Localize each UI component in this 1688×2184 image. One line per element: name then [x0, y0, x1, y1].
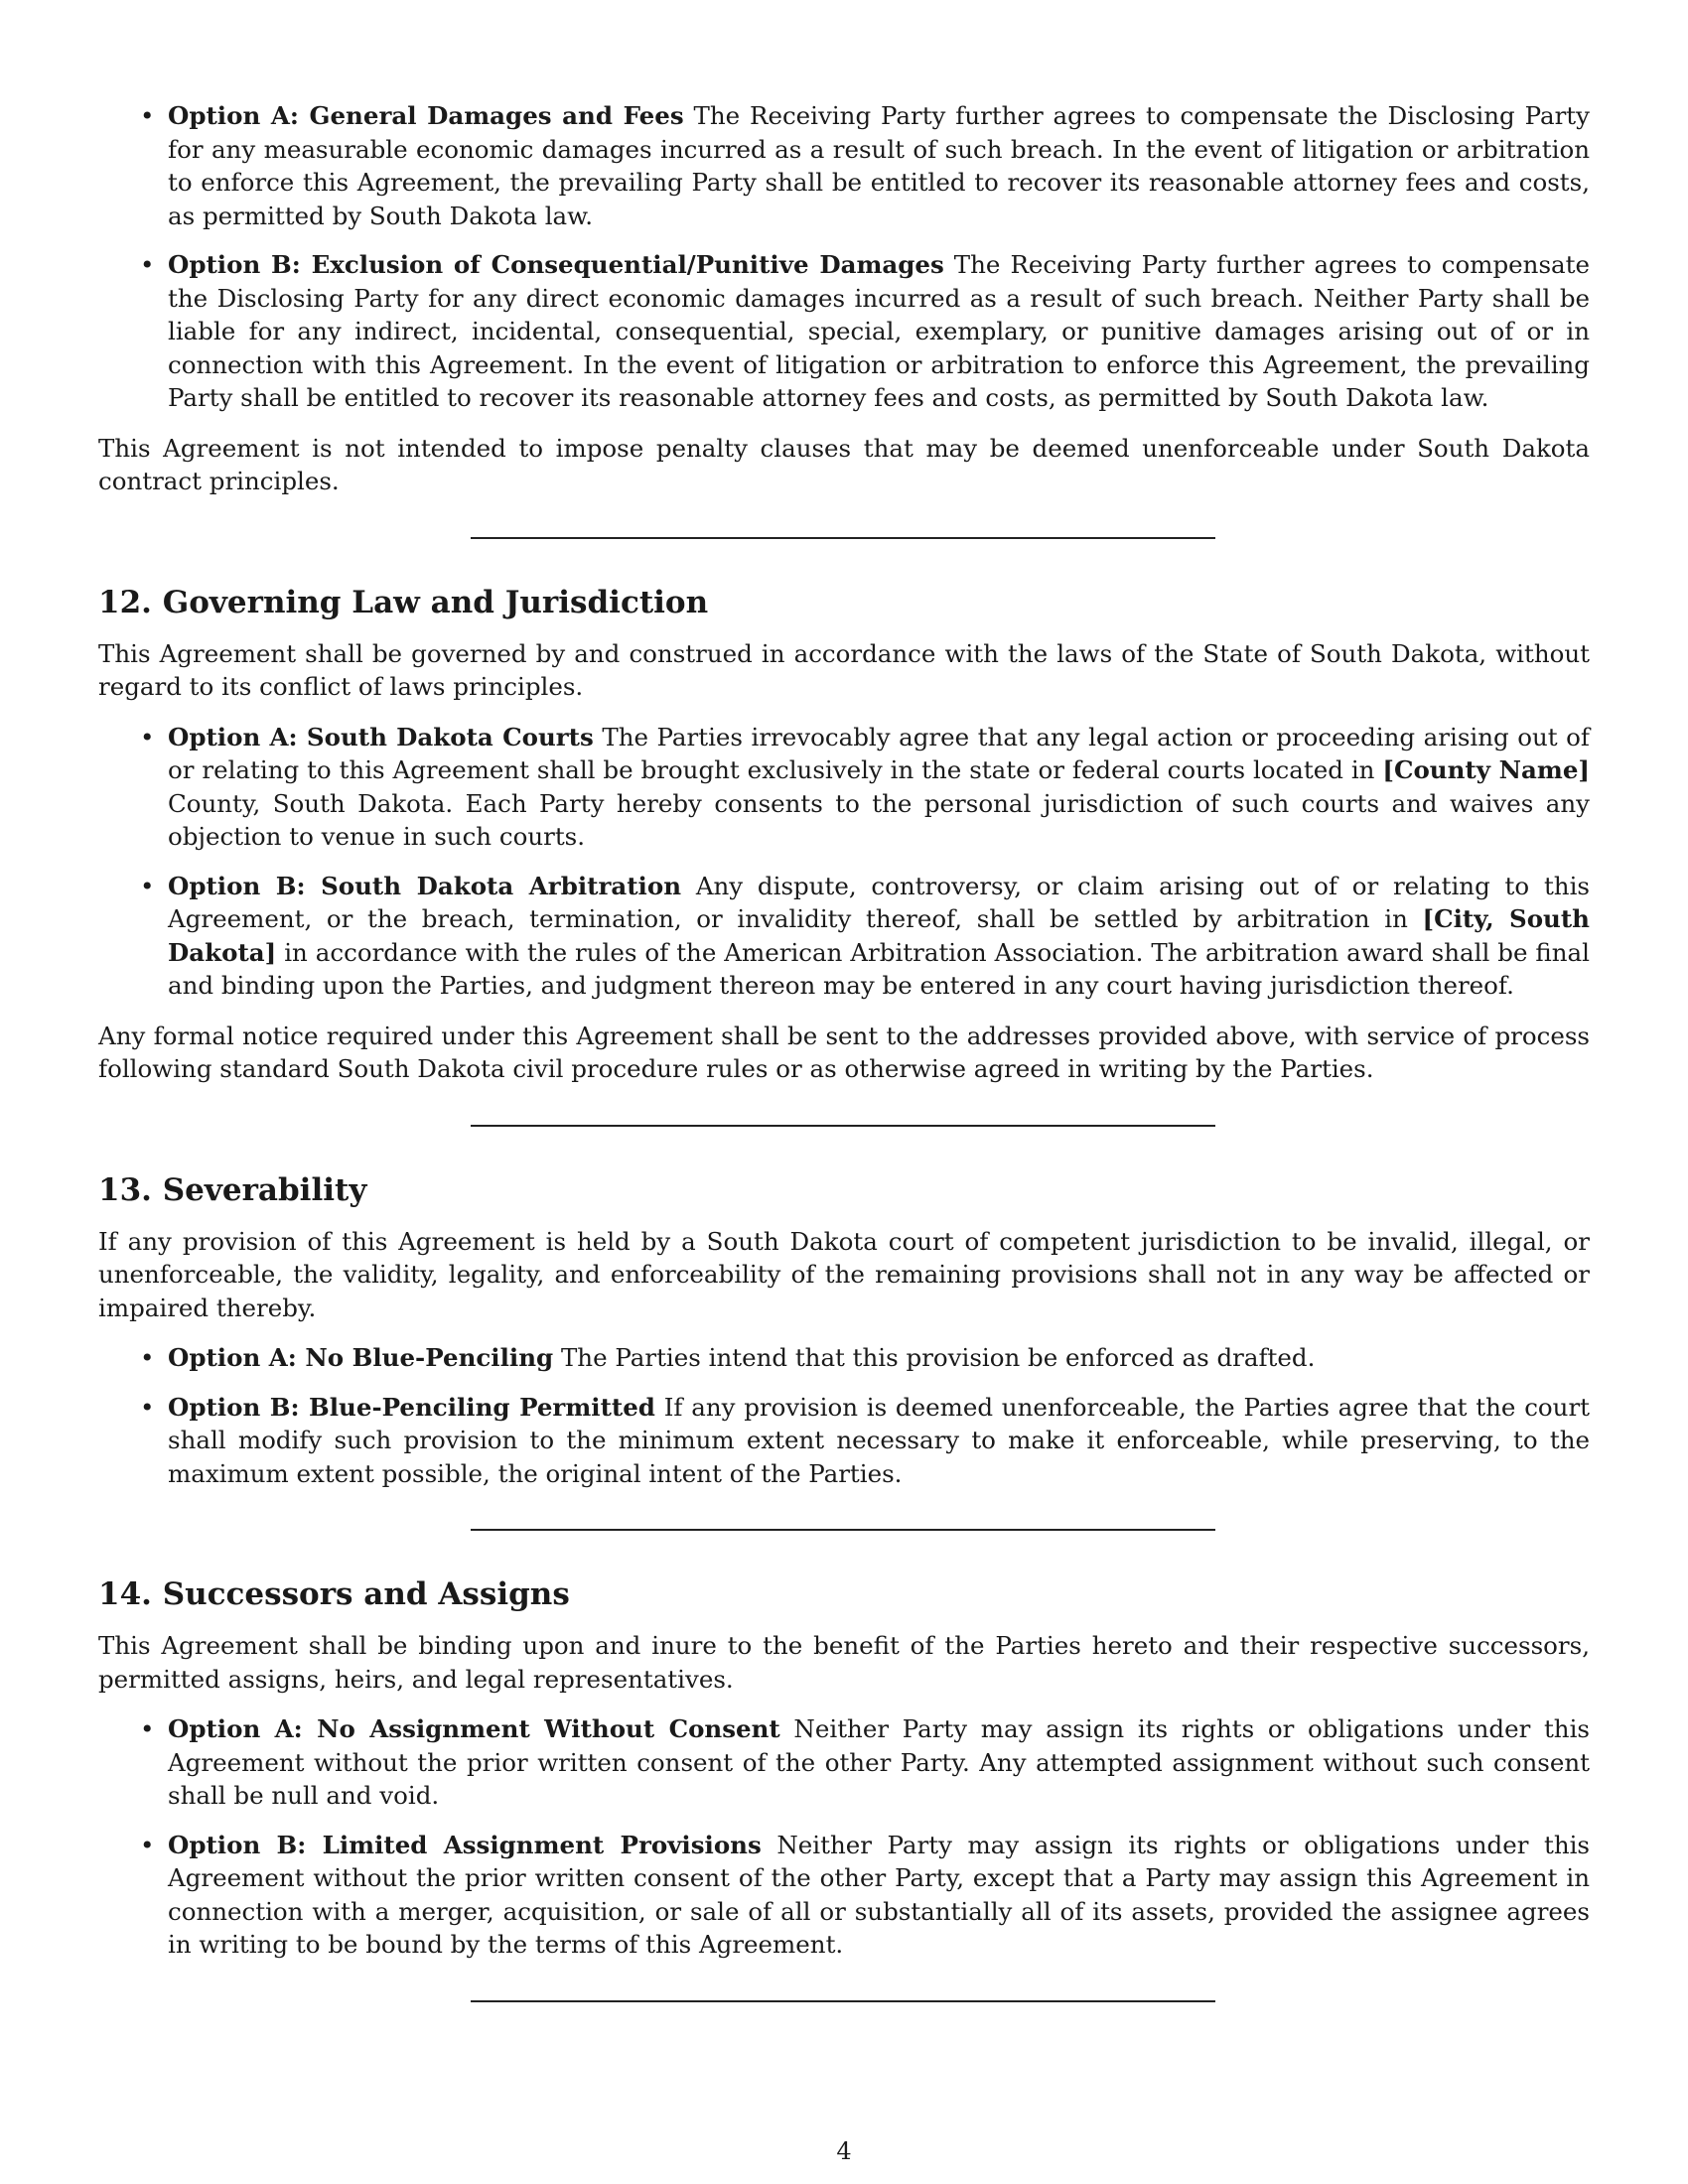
section-divider — [471, 2000, 1215, 2002]
sec14-options-list — [98, 1712, 1590, 1962]
sec14-option-b — [168, 1829, 1590, 1962]
sec13-option-a-label: Option A: No Blue-Penciling — [168, 1343, 554, 1372]
sec12-option-a — [168, 721, 1590, 854]
sec14-intro-paragraph: This Agreement shall be binding upon and inure to the benefit of the Parties hereto and their respective successors, permitted assigns, heirs, and legal representatives. — [98, 1631, 1590, 1694]
section-divider — [471, 1529, 1215, 1531]
sec12-option-b-label: Option B: South Dakota Arbitration — [168, 871, 682, 900]
sec12-heading: 12. Governing Law and Jurisdiction — [98, 584, 709, 620]
sec14-option-b-text: Neither Party may assign its rights or obligations under this Agreement without the prior written consent of the other Party, except that a Party may assign this Agreement in connection with a merger, acquisition, or sale of all or substantially all of its assets, provided the assignee agrees in writing to be bound by the terms of this Agreement. — [168, 1830, 1591, 1959]
sec11-option-a-text: The Receiving Party further agrees to compensate the Disclosing Party for any measurable economic damages incurred as a result of such breach. In the event of litigation or arbitration to enforce this Agreement, the prevailing Party shall be entitled to recover its reasonable attorney fees and costs, as permitted by South Dakota law. — [168, 101, 1590, 230]
sec14-option-a — [168, 1712, 1590, 1813]
sec14-option-b-label: Option B: Limited Assignment Provisions — [168, 1830, 762, 1859]
sec11-option-b — [168, 248, 1590, 415]
sec13-heading: 13. Severability — [98, 1171, 367, 1208]
sec14-heading: 14. Successors and Assigns — [98, 1576, 570, 1612]
sec13-intro-paragraph: If any provision of this Agreement is held by a South Dakota court of competent jurisdiction to be invalid, illegal, or unenforceable, the validity, legality, and enforceability of the remaining provisions shall not in any way be affected or impaired thereby. — [98, 1226, 1590, 1322]
sec11-option-b-label: Option B: Exclusion of Consequential/Punitive Damages — [168, 250, 944, 279]
sec13-option-b — [168, 1391, 1590, 1491]
sec13-option-a-text: The Parties intend that this provision be enforced as drafted. — [553, 1343, 1316, 1372]
sec14-option-a-label: Option A: No Assignment Without Consent — [168, 1714, 780, 1743]
sec13-option-b-text: If any provision is deemed unenforceable, the Parties agree that the court shall modify such provision to the minimum extent necessary to make it enforceable, while preserving, to the maximum extent possible, the original intent of the Parties. — [168, 1392, 1590, 1488]
sec12-option-b — [168, 870, 1590, 1003]
sec11-options-list — [98, 99, 1590, 415]
sec11-option-a-label: Option A: General Damages and Fees — [168, 101, 684, 130]
section-divider — [471, 1125, 1215, 1127]
sec13-option-b-label: Option B: Blue-Penciling Permitted — [168, 1392, 655, 1422]
county-name-placeholder: [County Name] — [1382, 755, 1590, 784]
sec11-option-b-text: The Receiving Party further agrees to compensate the Disclosing Party for any direct economic damages incurred as a result of such breach. Neither Party shall be liable for any indirect, incidental, consequential, special, exemplary, or punitive damages arising out of or in connection with this Agreement. In the event of litigation or arbitration to enforce this Agreement, the prevailing Party shall be entitled to recover its reasonable attorney fees and costs, as permitted by South Dakota law. — [168, 250, 1590, 412]
sec13-options-list — [98, 1341, 1590, 1490]
document-page — [98, 99, 1590, 2002]
sec12-option-a-text-1: The Parties irrevocably agree that any legal action or proceeding arising out of or relating to this Agreement shall be brought exclusively in the state or federal courts located in — [168, 722, 1591, 784]
sec13-option-a — [168, 1341, 1590, 1375]
section-divider — [471, 537, 1215, 539]
sec12-option-b-text-1: Any dispute, controversy, or claim arising out of or relating to this Agreement, or the breach, termination, or invalidity thereof, shall be settled by arbitration in — [168, 871, 1590, 933]
sec11-closing-paragraph: This Agreement is not intended to impose penalty clauses that may be deemed unenforceable under South Dakota contract principles. — [98, 433, 1590, 495]
sec12-closing-paragraph: Any formal notice required under this Agreement shall be sent to the addresses provided above, with service of process following standard South Dakota civil procedure rules or as otherwise agreed in writing by the Parties. — [98, 1021, 1590, 1083]
city-placeholder: [City, South Dakota] — [168, 904, 1590, 967]
sec12-intro-paragraph: This Agreement shall be governed by and construed in accordance with the laws of the State of South Dakota, without regard to its conflict of laws principles. — [98, 638, 1590, 701]
sec12-option-a-text-2: County, South Dakota. Each Party hereby consents to the personal jurisdiction of such courts and waives any objection to venue in such courts. — [168, 788, 1590, 851]
sec14-option-a-text: Neither Party may assign its rights or obligations under this Agreement without the prior written consent of the other Party. Any attempted assignment without such consent shall be null and void. — [168, 1714, 1590, 1810]
sec11-option-a — [168, 99, 1590, 232]
sec12-option-a-label: Option A: South Dakota Courts — [168, 722, 594, 751]
sec12-options-list — [98, 721, 1590, 1003]
page-number: 4 — [836, 2137, 852, 2165]
sec12-option-b-text-2: in accordance with the rules of the American Arbitration Association. The arbitration award shall be final and binding upon the Parties, and judgment thereon may be entered in any court having jurisdiction thereof. — [168, 937, 1590, 1000]
